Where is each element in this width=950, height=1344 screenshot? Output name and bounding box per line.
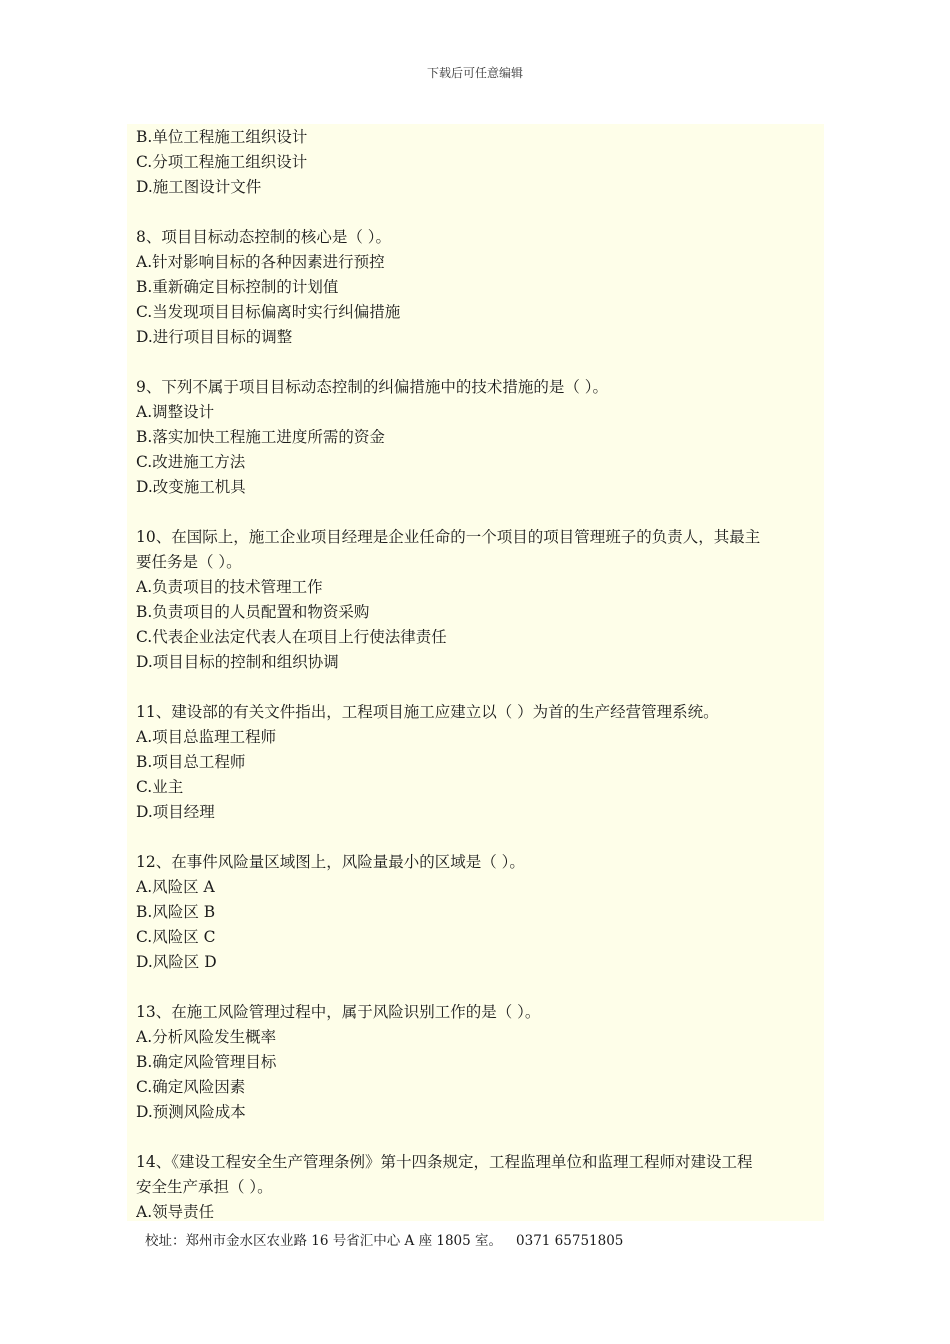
footer-phone: 0371 65751805 — [516, 1233, 624, 1249]
q9-stem: 9、下列不属于项目目标动态控制的纠偏措施中的技术措施的是（ ）。 — [136, 378, 609, 396]
q7-option-d: D.施工图设计文件 — [136, 178, 262, 196]
q12-option-d: D.风险区 D — [136, 953, 217, 971]
spacer — [136, 350, 822, 375]
q14-stem-line-1: 14、《建设工程安全生产管理条例》第十四条规定，工程监理单位和监理工程师对建设工程 — [136, 1153, 753, 1171]
question-panel — [127, 124, 824, 1221]
q9-option-b: B.落实加快工程施工进度所需的资金 — [136, 428, 385, 446]
q13-stem: 13、在施工风险管理过程中，属于风险识别工作的是（ ）。 — [136, 1003, 541, 1021]
q8-option-d: D.进行项目目标的调整 — [136, 328, 293, 346]
q8-stem: 8、项目目标动态控制的核心是（ ）。 — [136, 228, 392, 246]
q12-option-b: B.风险区 B — [136, 903, 216, 921]
spacer — [136, 675, 822, 700]
q8-option-c: C.当发现项目目标偏离时实行纠偏措施 — [136, 303, 401, 321]
page-footer — [145, 1231, 623, 1251]
q13-option-b: B.确定风险管理目标 — [136, 1053, 277, 1071]
q13-option-a: A.分析风险发生概率 — [136, 1028, 277, 1046]
q13-option-c: C.确定风险因素 — [136, 1078, 246, 1096]
q14-option-a: A.领导责任 — [136, 1203, 215, 1221]
q10-option-b: B.负责项目的人员配置和物资采购 — [136, 603, 370, 621]
spacer — [136, 500, 822, 525]
q9-option-d: D.改变施工机具 — [136, 478, 246, 496]
q7-option-b: B.单位工程施工组织设计 — [136, 128, 308, 146]
spacer — [136, 825, 822, 850]
q10-stem-line-1: 10、在国际上，施工企业项目经理是企业任命的一个项目的项目管理班子的负责人，其最主 — [136, 528, 761, 546]
q10-option-a: A.负责项目的技术管理工作 — [136, 578, 323, 596]
q8-option-b: B.重新确定目标控制的计划值 — [136, 278, 339, 296]
page-header-note: 下载后可任意编辑 — [426, 66, 523, 80]
footer-address: 校址：郑州市金水区农业路 16 号省汇中心 A 座 1805 室。 — [145, 1233, 503, 1249]
q9-option-c: C.改进施工方法 — [136, 453, 246, 471]
q10-stem-line-2: 要任务是（ ）。 — [136, 553, 242, 571]
q11-stem: 11、建设部的有关文件指出，工程项目施工应建立以（ ）为首的生产经营管理系统。 — [136, 703, 719, 721]
q12-option-c: C.风险区 C — [136, 928, 216, 946]
q13-option-d: D.预测风险成本 — [136, 1103, 246, 1121]
question-list — [136, 125, 822, 1225]
q10-option-c: C.代表企业法定代表人在项目上行使法律责任 — [136, 628, 447, 646]
q11-option-c: C.业主 — [136, 778, 184, 796]
q9-option-a: A.调整设计 — [136, 403, 215, 421]
q14-stem-line-2: 安全生产承担（ ）。 — [136, 1178, 273, 1196]
q11-option-a: A.项目总监理工程师 — [136, 728, 277, 746]
spacer — [136, 200, 822, 225]
q7-option-c: C.分项工程施工组织设计 — [136, 153, 308, 171]
spacer — [136, 1125, 822, 1150]
spacer — [136, 975, 822, 1000]
q10-option-d: D.项目目标的控制和组织协调 — [136, 653, 339, 671]
q8-option-a: A.针对影响目标的各种因素进行预控 — [136, 253, 385, 271]
q11-option-d: D.项目经理 — [136, 803, 215, 821]
q12-option-a: A.风险区 A — [136, 878, 215, 896]
q12-stem: 12、在事件风险量区域图上，风险量最小的区域是（ ）。 — [136, 853, 525, 871]
q11-option-b: B.项目总工程师 — [136, 753, 246, 771]
